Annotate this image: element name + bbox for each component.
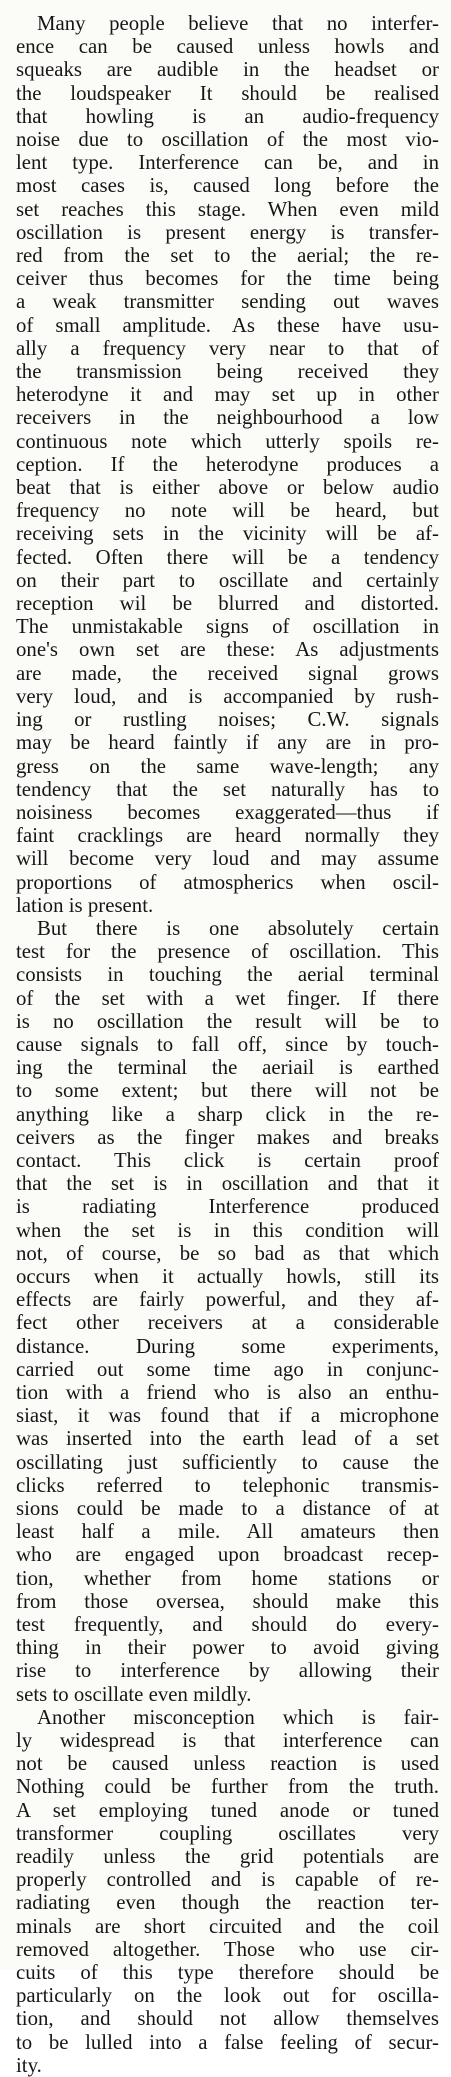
text-line: carried out some time ago in conjunc- (16, 1357, 439, 1381)
text-line: oscillation is present energy is transfer- (16, 220, 439, 244)
text-line: radiating even though the reaction ter- (16, 1891, 439, 1915)
text-line: noise due to oscillation of the most vio- (16, 128, 439, 152)
text-line: reception wil be blurred and distorted. (16, 592, 439, 616)
text-line: But there is one absolutely certain (37, 916, 439, 940)
text-line: not, of course, be so bad as that which (16, 1241, 439, 1265)
text-line: particularly on the look out for oscilla- (16, 1984, 439, 2008)
text-line: ing or rustling noises; C.W. signals (16, 708, 439, 732)
text-line: the loudspeaker It should be realised (16, 81, 439, 105)
text-line: readily unless the grid potentials are (16, 1845, 439, 1869)
text-line: ly widespread is that interference can (16, 1729, 439, 1753)
text-line: occurs when it actually howls, still its (16, 1264, 439, 1288)
text-line: who are engaged upon broadcast recep- (16, 1543, 439, 1567)
text-line: when the set is in this condition will (16, 1218, 439, 1242)
text-line: distance. During some experiments, (16, 1334, 439, 1358)
text-line: cause signals to fall off, since by touch- (16, 1032, 439, 1056)
text-line: most cases is, caused long before the (16, 174, 439, 198)
text-line: is no oscillation the result will be to (16, 1009, 439, 1033)
text-line: one's own set are these: As adjustments (16, 638, 439, 662)
text-line: proportions of atmospherics when oscil- (16, 870, 439, 894)
text-line: will become very loud and may assume (16, 847, 439, 871)
text-line: Another misconception which is fair- (37, 1705, 439, 1729)
text-line: rise to interference by allowing their (16, 1659, 439, 1683)
text-line: very loud, and is accompanied by rush- (16, 684, 439, 708)
text-line: receiving sets in the vicinity will be af- (16, 522, 439, 546)
text-line: properly controlled and is capable of re- (16, 1868, 439, 1892)
text-line: of the set with a wet finger. If there (16, 986, 439, 1010)
text-line: least half a mile. All amateurs then (16, 1520, 439, 1544)
text-line: test frequently, and should do every- (16, 1613, 439, 1637)
text-line: tion with a friend who is also an enthu- (16, 1380, 439, 1404)
text-line: that howling is an audio-frequency (16, 104, 439, 128)
text-line: gress on the same wave-length; any (16, 754, 439, 778)
text-line: oscillating just sufficiently to cause the (16, 1450, 439, 1474)
text-line: lent type. Interference can be, and in (16, 151, 439, 175)
text-line: Nothing could be further from the truth. (16, 1775, 439, 1799)
text-line: A set employing tuned anode or tuned (16, 1798, 439, 1822)
text-line: ceiver thus becomes for the time being (16, 267, 439, 291)
text-line: beat that is either above or below audio (16, 476, 439, 500)
text-line: from those oversea, should make this (16, 1589, 439, 1613)
text-line: effects are fairly powerful, and they af- (16, 1288, 439, 1312)
text-line: fected. Often there will be a tendency (16, 545, 439, 569)
text-line: ity. (16, 2053, 42, 2077)
text-line: ception. If the heterodyne produces a (16, 452, 439, 476)
text-line: cuits of this type therefore should be (16, 1961, 439, 1985)
text-line: faint cracklings are heard normally they (16, 824, 439, 848)
text-line: clicks referred to telephonic transmis- (16, 1473, 439, 1497)
text-line: squeaks are audible in the headset or (16, 58, 439, 82)
text-line: that the set is in oscillation and that it (16, 1172, 439, 1196)
text-line: thing in their power to avoid giving (16, 1636, 439, 1660)
text-line: tendency that the set naturally has to (16, 777, 439, 801)
text-line: a weak transmitter sending out waves (16, 290, 439, 314)
text-line: frequency no note will be heard, but (16, 499, 439, 523)
text-line: ceivers as the finger makes and breaks (16, 1125, 439, 1149)
text-line: consists in touching the aerial terminal (16, 963, 439, 987)
text-line: test for the presence of oscillation. This (16, 940, 439, 964)
text-line: on their part to oscillate and certainly (16, 568, 439, 592)
article-paragraph (16, 917, 439, 1706)
text-line: receivers in the neighbourhood a low (16, 406, 439, 430)
article-paragraph (16, 1706, 439, 2077)
text-line: removed altogether. Those who use cir- (16, 1937, 439, 1961)
text-line: sions could be made to a distance of at (16, 1497, 439, 1520)
text-line: minals are short circuited and the coil (16, 1914, 439, 1938)
text-line: ence can be caused unless howls and (16, 35, 439, 59)
text-line: was inserted into the earth lead of a set (16, 1427, 439, 1451)
article-text-column (16, 12, 439, 2077)
text-line: anything like a sharp click in the re- (16, 1102, 439, 1126)
text-line: heterodyne it and may set up in other (16, 383, 439, 407)
text-line: the transmission being received they (16, 360, 439, 384)
text-line: of small amplitude. As these have usu- (16, 313, 439, 337)
text-line: are made, the received signal grows (16, 661, 439, 685)
text-line: The unmistakable signs of oscillation in (16, 615, 439, 639)
text-line: ally a frequency very near to that of (16, 336, 439, 360)
text-line: tion, whether from home stations or (16, 1566, 439, 1590)
text-line: Many people believe that no interfer- (37, 12, 439, 35)
text-line: lation is present. (16, 893, 154, 917)
text-line: red from the set to the aerial; the re- (16, 244, 439, 268)
text-line: sets to oscillate even mildly. (16, 1682, 252, 1706)
article-paragraph (16, 12, 439, 917)
text-line: transformer coupling oscillates very (16, 1821, 439, 1845)
text-line: may be heard faintly if any are in pro- (16, 731, 439, 755)
text-line: to some extent; but there will not be (16, 1079, 439, 1103)
text-line: not be caused unless reaction is used (16, 1752, 439, 1776)
text-line: to be lulled into a false feeling of secur- (16, 2030, 439, 2054)
text-line: fect other receivers at a considerable (16, 1311, 439, 1335)
text-line: tion, and should not allow themselves (16, 2007, 439, 2031)
text-line: set reaches this stage. When even mild (16, 197, 439, 221)
text-line: continuous note which utterly spoils re- (16, 429, 439, 453)
text-line: contact. This click is certain proof (16, 1148, 439, 1172)
text-line: noisiness becomes exaggerated—thus if (16, 800, 439, 824)
text-line: ing the terminal the aeriail is earthed (16, 1056, 439, 1080)
text-line: is radiating Interference produced (16, 1195, 439, 1219)
text-line: siast, it was found that if a microphone (16, 1404, 439, 1428)
